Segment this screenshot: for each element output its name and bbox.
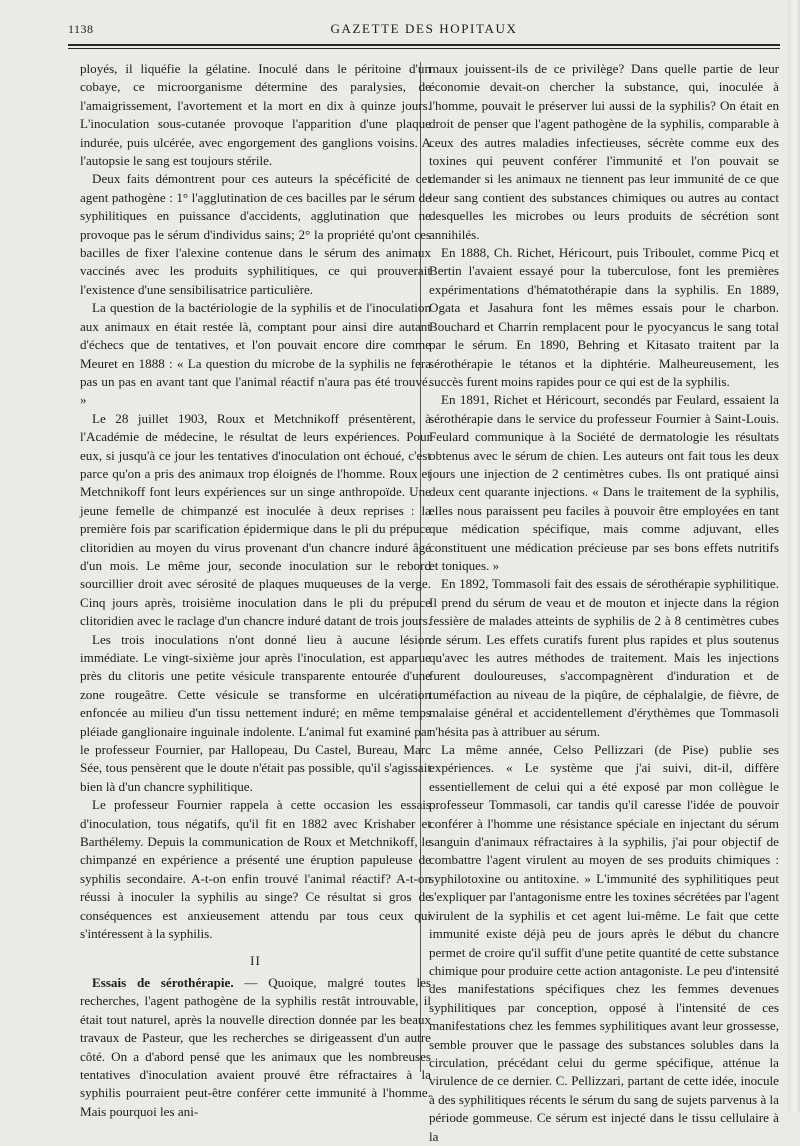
paragraph: La question de la bactériologie de la syphilis et de l'inoculation aux animaux en était restée là, comptant pour ainsi dire autant d'échecs que de tentatives, et l'on pouvait encore dire comme Meuret en 1888 : « La question du microbe de la syphilis ne fera pas un pas en avant tant que l'animal réactif n'aura pas été trouvé. »	[80, 300, 431, 408]
page-header	[68, 20, 780, 42]
section-paragraph-text: — Quoique, malgré toutes les recherches, l'agent pathogène de la syphilis restât introuvable, il était tout naturel, après la nouvelle direction donnée par les beaux travaux de Pasteur, que les recherches se dirigeassent d'un autre côté. On a d'abord pensé que les animaux que les nombreuses tentatives d'inoculation avaient prouvé être réfractaires à la syphilis pourraient peut-être conférer cette immunité à l'homme. Mais pourquoi les ani-	[80, 974, 431, 1119]
paragraph: En 1892, Tommasoli fait des essais de sérothérapie syphilitique. Il prend du sérum de veau et de mouton et injecte dans la région fessière de malades atteints de syphilis de 2 à 8 centimètres cubes de sérum. Les effets curatifs furent plus rapides et plus soutenus qu'avec les autres méthodes de traitement. Mais les injections furent douloureuses, s'accompagnèrent d'induration et de tuméfaction au niveau de la piqûre, de céphalalgie, de fièvre, de malaise général et accidentellement d'érythèmes que Tommasoli n'hésita pas à attribuer au sérum.	[429, 576, 779, 739]
page-edge	[788, 0, 800, 1112]
paragraph: La même année, Celso Pellizzari (de Pise) publie ses expériences. « Le système que j'ai suivi, dit-il, diffère essentiellement de celui qui a été exposé par mon collègue le professeur Tommasoli, car tandis qu'il caresse l'idée de pouvoir conférer à l'homme une résistance spéciale en injectant du sérum sanguin d'animaux réfractaires à la syphilis, j'ai pour objectif de combattre l'agent virulent au moyen de ses produits chimiques : syphilotoxine ou antitoxine. » L'immunité des syphilitiques peut s'expliquer par l'antagonisme entre les toxines sécrétées par l'agent virulent de la syphilis et cet agent lui-même. Le fait que cette immunité existe déjà peu de jours après le début du chancre permet de croire qu'il suffit d'une petite quantité de cette substance chimique pour produire cette action antagoniste. Le peu d'intensité des manifestations spécifiques chez les femmes devenues syphilitiques par conception, opposé à l'intensité de ces manifestations chez les femmes syphilitiques avant leur grossesse, semble prouver que le passage des substances solubles dans la circulation, précédant celui du germe spécifique, atténue la virulence de ce dernier. C. Pellizzari, partant de cette idée, inocule à des syphilitiques récents le sérum du sang de sujets parvenus à la période gommeuse. Ce sérum est injecté dans le tissu cellulaire à la	[429, 742, 779, 1144]
header-rule-thick	[68, 44, 780, 46]
section-number: II	[250, 952, 261, 968]
header-rule-thin	[68, 48, 780, 49]
section-paragraph	[80, 974, 431, 1121]
right-column	[429, 60, 779, 1146]
section-title: Essais de sérothérapie.	[92, 974, 234, 990]
paragraph: En 1891, Richet et Héricourt, secondés par Feulard, essaient la sérothérapie dans le service du professeur Fournier à Saint-Louis. Feulard communique à la Société de dermatologie les résultats obtenus avec le sérum de chien. Les auteurs ont fait tous les deux jours une injection de 2 centimètres cubes. Ils ont pratiqué ainsi deux cent quarante injections. « Dans le traitement de la syphilis, elles nous paraissent peu faciles à pouvoir être employées en tant que médication spécifique, mais comme adjuvant, elles constituent une médication précieuse par ses bons effets nutritifs et toniques. »	[429, 392, 779, 573]
left-column	[80, 60, 431, 1121]
paragraph: Deux faits démontrent pour ces auteurs la spécéficité de cet agent pathogène : 1° l'agglutination de ces bacilles par le sérum de syphilitiques en puissance d'accidents, agglutination que ne provoque pas le sérum d'individus sains; 2° la propriété qu'ont ces bacilles de fixer l'alexine contenue dans le sérum des animaux vaccinés avec les produits syphilitiques, ce qui prouverait l'existence d'une sensibilisatrice particulière.	[80, 171, 431, 297]
paragraph: ployés, il liquéfie la gélatine. Inoculé dans le péritoine d'un cobaye, ce microorganisme détermine des paralysies, de l'amaigrissement, l'avortement et la mort en dix à quinze jours. L'inoculation sous-cutanée provoque l'apparition d'une plaque indurée, puis ulcérée, avec engorgement des ganglions voisins. A l'autopsie le sang est toujours stérile.	[80, 61, 431, 169]
paragraph: Les trois inoculations n'ont donné lieu à aucune lésion immédiate. Le vingt-sixième jour après l'inoculation, est apparue près du clitoris une petite vésicule transparente entourée d'une zone rougeâtre. Cette vésicule se transforme en ulcération enfoncée au milieu d'un tissu nettement induré; en même temps pléiade ganglionaire inguinale indolente. L'animal fut examiné par le professeur Fournier, par Hallopeau, Du Castel, Bureau, Marc Sée, tous pensèrent que le doute n'était pas possible, qu'il s'agissait bien là d'un chancre syphilitique.	[80, 631, 431, 794]
paragraph: Le professeur Fournier rappela à cette occasion les essais d'inoculation, tous négatifs, qu'il fit en 1882 avec Krishaber et Barthélemy. Depuis la communication de Roux et Metchnikoff, le chimpanzé en expérience a présenté une éruption papuleuse de syphilis secondaire. A-t-on enfin trouvé l'animal réactif? A-t-on réussi à inoculer la syphilis au singe? Ce résultat si gros de conséquences est anxieusement attendu par tous ceux qui s'intéressent à la syphilis.	[80, 797, 431, 942]
journal-title: GAZETTE DES HOPITAUX	[330, 21, 518, 36]
paragraph: En 1888, Ch. Richet, Héricourt, puis Triboulet, comme Picq et Bertin l'avaient essayé pour la tuberculose, font les premières expérimentations d'hématothérapie dans la syphilis. En 1889, Ogata et Jasahura font les mêmes essais pour le charbon. Bouchard et Charrin remplacent pour le pyocyancus le sang total par le sérum. En 1890, Behring et Kitasato traitent par la sérothérapie le tétanos et la diphtérie. Malheureusement, les succès furent moins rapides pour ce qui est de la syphilis.	[429, 245, 779, 389]
paragraph: Le 28 juillet 1903, Roux et Metchnikoff présentèrent, à l'Académie de médecine, le résultat de leurs expériences. Pour eux, si jusqu'à ce jour les tentatives d'inoculation ont échoué, c'est parce qu'on a pris des animaux trop éloignés de l'homme. Roux et Metchnikoff font leurs expériences sur un singe anthropoïde. Une jeune femelle de chimpanzé est inoculée à deux reprises : la première fois par scarification épidermique dans le pli du prépuce clitoridien au moyen du virus provenant d'un chancre induré âgé d'un mois. Le même jour, seconde inoculation sur le rebord sourcillier droit avec sérosité de plaques muqueuses de la verge. Cinq jours après, troisième inoculation dans le pli du prépuce clitoridien avec le raclage d'un chancre induré datant de trois jours.	[80, 410, 432, 629]
page-number: 1138	[68, 22, 94, 36]
paragraph: maux jouissent-ils de ce privilège? Dans quelle partie de leur économie devait-on chercher la substance, qui, inoculée à l'homme, pouvait le préserver lui aussi de la syphilis? On était en droit de penser que l'agent pathogène de la syphilis, comparable à ceux des autres maladies infectieuses, sécrète comme eux des toxines qui peuvent conférer l'immunité et l'on pouvait se demander si les animaux ne tiennent pas leur immunité de ce que leur sang contient des substances chimiques ou autres au contact desquelles les microbes ou leurs produits de sécrétion sont annihilés.	[429, 61, 779, 242]
